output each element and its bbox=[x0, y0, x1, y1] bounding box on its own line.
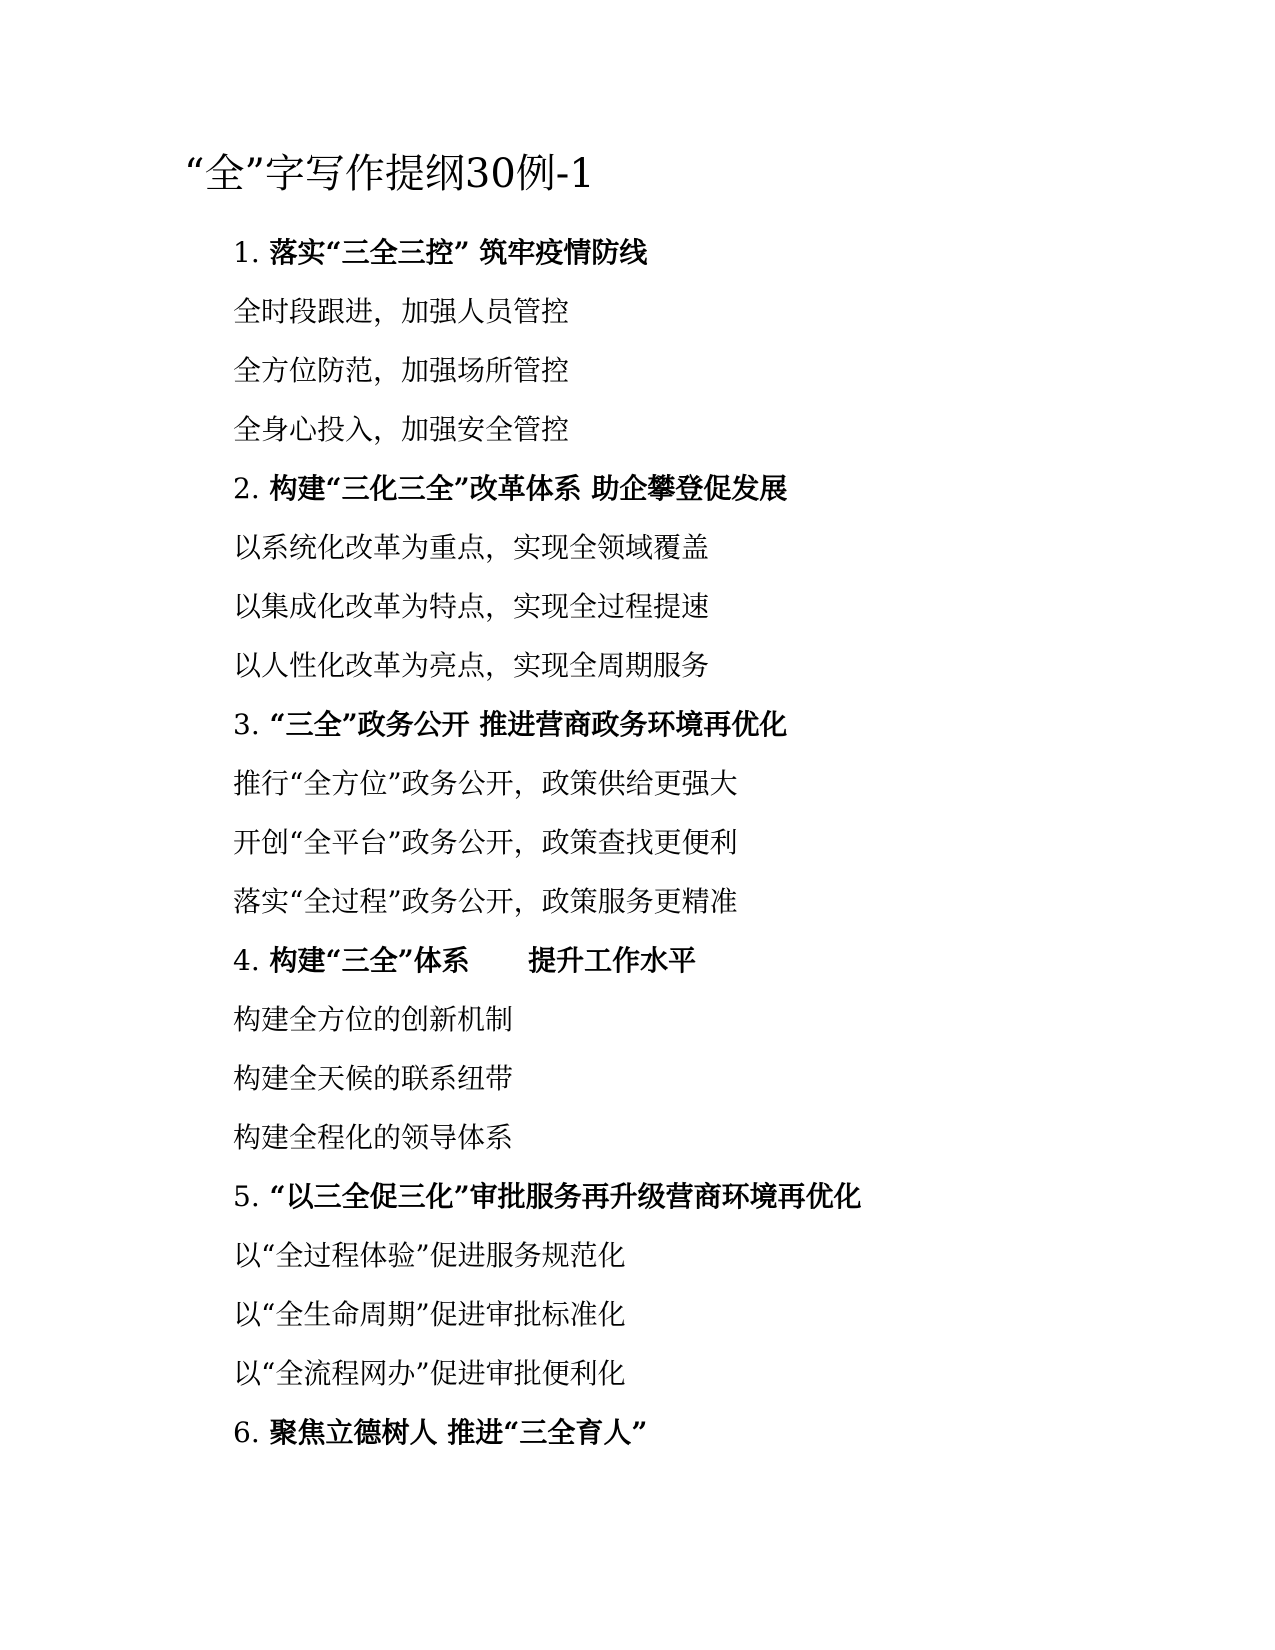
outline-item: 开创“全平台”政务公开，政策查找更便利 bbox=[233, 826, 738, 859]
outline-item: 构建全方位的创新机制 bbox=[233, 1003, 514, 1036]
section-heading bbox=[233, 1167, 1133, 1226]
section-heading bbox=[233, 695, 1133, 754]
outline-item: 以“全生命周期”促进审批标准化 bbox=[233, 1298, 626, 1331]
section-number: 6. bbox=[233, 1416, 260, 1449]
section-number: 2. bbox=[233, 472, 260, 505]
section-heading bbox=[233, 223, 1133, 282]
section-title: 落实“三全三控” 筑牢疫情防线 bbox=[269, 236, 648, 269]
outline-item: 全方位防范，加强场所管控 bbox=[233, 354, 570, 387]
outline-item: 落实“全过程”政务公开，政策服务更精准 bbox=[233, 885, 738, 918]
section-title: “以三全促三化”审批服务再升级营商环境再优化 bbox=[269, 1180, 862, 1213]
section-number: 1. bbox=[233, 236, 260, 269]
section-title: 构建“三全”体系 提升工作水平 bbox=[269, 944, 697, 977]
section-title: “三全”政务公开 推进营商政务环境再优化 bbox=[269, 708, 788, 741]
outline-item: 全时段跟进，加强人员管控 bbox=[233, 295, 570, 328]
outline-item: 全身心投入，加强安全管控 bbox=[233, 413, 570, 446]
outline-item: 构建全程化的领导体系 bbox=[233, 1121, 514, 1154]
section-title: 聚焦立德树人 推进“三全育人” bbox=[269, 1416, 648, 1449]
section-number: 3. bbox=[233, 708, 260, 741]
outline-list bbox=[233, 223, 1133, 1462]
outline-item: 以“全过程体验”促进服务规范化 bbox=[233, 1239, 626, 1272]
outline-item: 以系统化改革为重点，实现全领域覆盖 bbox=[233, 531, 710, 564]
document-title: “全”字写作提纲30例-1 bbox=[184, 151, 595, 197]
section-heading bbox=[233, 459, 1133, 518]
section-heading bbox=[233, 931, 1133, 990]
section-number: 4. bbox=[233, 944, 260, 977]
outline-item: 推行“全方位”政务公开，政策供给更强大 bbox=[233, 767, 738, 800]
outline-item: 以“全流程网办”促进审批便利化 bbox=[233, 1357, 626, 1390]
section-title: 构建“三化三全”改革体系 助企攀登促发展 bbox=[269, 472, 788, 505]
section-number: 5. bbox=[233, 1180, 260, 1213]
outline-item: 构建全天候的联系纽带 bbox=[233, 1062, 514, 1095]
outline-item: 以集成化改革为特点，实现全过程提速 bbox=[233, 590, 710, 623]
outline-item: 以人性化改革为亮点，实现全周期服务 bbox=[233, 649, 710, 682]
section-heading bbox=[233, 1403, 1133, 1462]
